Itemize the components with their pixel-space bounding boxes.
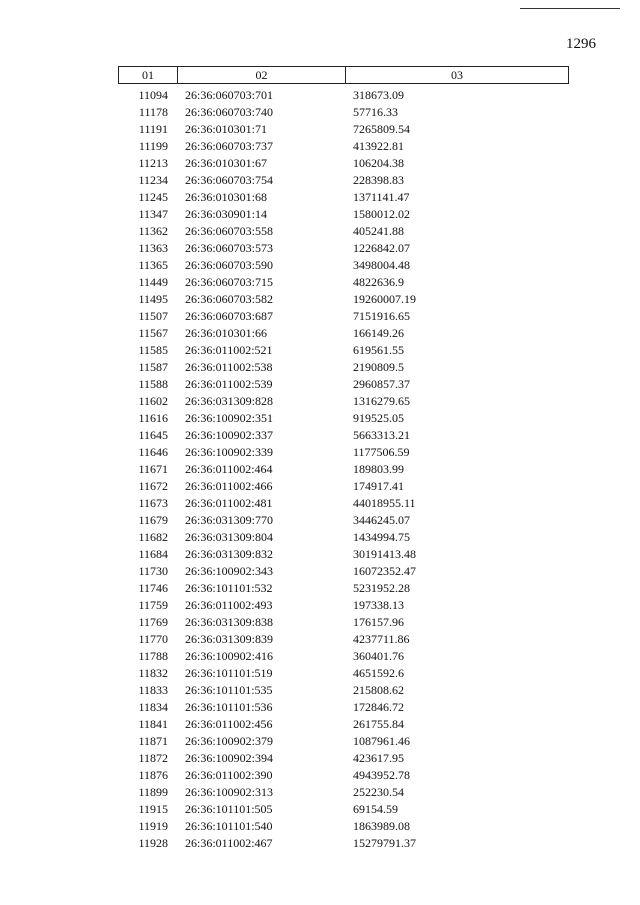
table-header [118,66,569,84]
row-id-cell: 11899 [138,785,168,799]
cadastral-number-cell: 26:36:031309:828 [185,394,274,408]
row-id-cell: 11788 [138,649,168,663]
table-row [118,87,569,104]
row-id-cell: 11495 [138,292,168,306]
value-cell: 7265809.54 [353,122,410,136]
cadastral-number-cell: 26:36:011002:456 [185,717,273,731]
row-id-cell: 11602 [138,394,168,408]
value-cell: 2190809.5 [353,360,404,374]
table-body [118,87,569,852]
cadastral-number-cell: 26:36:030901:14 [185,207,268,221]
table-row [118,121,569,138]
table-row [118,393,569,410]
table-row [118,597,569,614]
value-cell: 1226842.07 [353,241,410,255]
row-id-cell: 11362 [138,224,168,238]
table-row [118,342,569,359]
value-cell: 189803.99 [353,462,404,476]
table-row [118,308,569,325]
row-id-cell: 11871 [138,734,168,748]
row-id-cell: 11588 [138,377,168,391]
cadastral-number-cell: 26:36:031309:838 [185,615,274,629]
row-id-cell: 11759 [138,598,168,612]
row-id-cell: 11191 [138,122,168,136]
row-id-cell: 11365 [138,258,168,272]
value-cell: 405241.88 [353,224,404,238]
value-cell: 360401.76 [353,649,404,663]
cadastral-number-cell: 26:36:060703:582 [185,292,274,306]
row-id-cell: 11841 [138,717,168,731]
cadastral-number-cell: 26:36:031309:804 [185,530,274,544]
value-cell: 15279791.37 [353,836,416,850]
header-col-2: 02 [178,67,346,83]
row-id-cell: 11363 [138,241,168,255]
value-cell: 1580012.02 [353,207,410,221]
table-row [118,665,569,682]
value-cell: 228398.83 [353,173,404,187]
row-id-cell: 11645 [138,428,168,442]
value-cell: 7151916.65 [353,309,410,323]
row-id-cell: 11199 [138,139,168,153]
row-id-cell: 11833 [138,683,168,697]
cadastral-number-cell: 26:36:060703:740 [185,105,274,119]
table-row [118,410,569,427]
cadastral-number-cell: 26:36:101101:540 [185,819,273,833]
cadastral-number-cell: 26:36:011002:466 [185,479,273,493]
row-id-cell: 11919 [138,819,168,833]
cadastral-number-cell: 26:36:010301:71 [185,122,268,136]
row-id-cell: 11587 [138,360,168,374]
value-cell: 252230.54 [353,785,404,799]
value-cell: 172846.72 [353,700,404,714]
value-cell: 1316279.65 [353,394,410,408]
cadastral-number-cell: 26:36:060703:558 [185,224,274,238]
row-id-cell: 11915 [138,802,168,816]
table-row [118,155,569,172]
value-cell: 1087961.46 [353,734,410,748]
cadastral-number-cell: 26:36:101101:505 [185,802,273,816]
cadastral-number-cell: 26:36:101101:519 [185,666,273,680]
value-cell: 44018955.11 [353,496,416,510]
table-row [118,427,569,444]
value-cell: 106204.38 [353,156,404,170]
row-id-cell: 11682 [138,530,168,544]
row-id-cell: 11567 [138,326,168,340]
table-row [118,767,569,784]
cadastral-number-cell: 26:36:100902:416 [185,649,274,663]
table-row [118,750,569,767]
row-id-cell: 11832 [138,666,168,680]
table-row [118,359,569,376]
table-row [118,104,569,121]
value-cell: 5231952.28 [353,581,410,595]
value-cell: 261755.84 [353,717,404,731]
table-row [118,784,569,801]
cadastral-number-cell: 26:36:011002:521 [185,343,273,357]
cadastral-number-cell: 26:36:010301:68 [185,190,268,204]
row-id-cell: 11585 [138,343,168,357]
cadastral-number-cell: 26:36:060703:737 [185,139,274,153]
value-cell: 30191413.48 [353,547,416,561]
table-row [118,376,569,393]
value-cell: 2960857.37 [353,377,410,391]
value-cell: 1434994.75 [353,530,410,544]
cadastral-number-cell: 26:36:011002:467 [185,836,273,850]
table-row [118,529,569,546]
table-row [118,495,569,512]
table-row [118,478,569,495]
table-row [118,444,569,461]
value-cell: 69154.59 [353,802,398,816]
row-id-cell: 11245 [138,190,168,204]
table-row [118,257,569,274]
row-id-cell: 11347 [138,207,168,221]
value-cell: 174917.41 [353,479,404,493]
table-row [118,240,569,257]
cadastral-number-cell: 26:36:101101:535 [185,683,273,697]
value-cell: 197338.13 [353,598,404,612]
cadastral-number-cell: 26:36:011002:539 [185,377,273,391]
table-row [118,546,569,563]
row-id-cell: 11679 [138,513,168,527]
cadastral-number-cell: 26:36:011002:464 [185,462,273,476]
cadastral-number-cell: 26:36:060703:590 [185,258,274,272]
table-row [118,512,569,529]
cadastral-number-cell: 26:36:011002:538 [185,360,273,374]
row-id-cell: 11872 [138,751,168,765]
row-id-cell: 11730 [138,564,168,578]
cadastral-number-cell: 26:36:010301:67 [185,156,268,170]
row-id-cell: 11876 [138,768,168,782]
value-cell: 4943952.78 [353,768,410,782]
value-cell: 5663313.21 [353,428,410,442]
value-cell: 919525.05 [353,411,404,425]
table-row [118,699,569,716]
cadastral-number-cell: 26:36:060703:701 [185,88,274,102]
table-row [118,206,569,223]
value-cell: 3446245.07 [353,513,410,527]
value-cell: 215808.62 [353,683,404,697]
value-cell: 176157.96 [353,615,404,629]
table-row [118,835,569,852]
data-table [118,66,569,852]
row-id-cell: 11094 [138,88,168,102]
value-cell: 1863989.08 [353,819,410,833]
value-cell: 16072352.47 [353,564,416,578]
row-id-cell: 11673 [138,496,168,510]
row-id-cell: 11672 [138,479,168,493]
value-cell: 413922.81 [353,139,404,153]
value-cell: 318673.09 [353,88,404,102]
cadastral-number-cell: 26:36:060703:687 [185,309,274,323]
cadastral-number-cell: 26:36:101101:532 [185,581,273,595]
cadastral-number-cell: 26:36:031309:832 [185,547,274,561]
cadastral-number-cell: 26:36:011002:493 [185,598,273,612]
row-id-cell: 11746 [138,581,168,595]
value-cell: 1177506.59 [353,445,410,459]
row-id-cell: 11684 [138,547,168,561]
cadastral-number-cell: 26:36:100902:351 [185,411,274,425]
row-id-cell: 11178 [138,105,168,119]
row-id-cell: 11834 [138,700,168,714]
cadastral-number-cell: 26:36:101101:536 [185,700,273,714]
cadastral-number-cell: 26:36:100902:394 [185,751,274,765]
header-col-3: 03 [451,68,463,82]
table-row [118,172,569,189]
page-number: 1296 [566,36,596,52]
cadastral-number-cell: 26:36:060703:715 [185,275,274,289]
row-id-cell: 11234 [138,173,168,187]
table-row [118,818,569,835]
value-cell: 4237711.86 [353,632,410,646]
row-id-cell: 11769 [138,615,168,629]
row-id-cell: 11770 [138,632,168,646]
row-id-cell: 11213 [138,156,168,170]
value-cell: 619561.55 [353,343,404,357]
cadastral-number-cell: 26:36:100902:339 [185,445,274,459]
value-cell: 3498004.48 [353,258,410,272]
table-row [118,223,569,240]
table-row [118,291,569,308]
cadastral-number-cell: 26:36:031309:770 [185,513,274,527]
table-row [118,648,569,665]
table-row [118,189,569,206]
table-row [118,580,569,597]
table-row [118,461,569,478]
cadastral-number-cell: 26:36:031309:839 [185,632,274,646]
row-id-cell: 11928 [138,836,168,850]
table-row [118,733,569,750]
value-cell: 19260007.19 [353,292,416,306]
value-cell: 4651592.6 [353,666,404,680]
table-row [118,801,569,818]
header-col-1: 01 [119,67,178,83]
value-cell: 1371141.47 [353,190,410,204]
row-id-cell: 11449 [138,275,168,289]
row-id-cell: 11616 [138,411,168,425]
cadastral-number-cell: 26:36:011002:390 [185,768,273,782]
cadastral-number-cell: 26:36:010301:66 [185,326,268,340]
cadastral-number-cell: 26:36:011002:481 [185,496,273,510]
top-rule [520,8,620,9]
value-cell: 57716.33 [353,105,398,119]
value-cell: 423617.95 [353,751,404,765]
cadastral-number-cell: 26:36:060703:573 [185,241,274,255]
table-row [118,716,569,733]
table-row [118,682,569,699]
cadastral-number-cell: 26:36:100902:379 [185,734,274,748]
value-cell: 166149.26 [353,326,404,340]
cadastral-number-cell: 26:36:100902:343 [185,564,274,578]
value-cell: 4822636.9 [353,275,404,289]
table-row [118,138,569,155]
cadastral-number-cell: 26:36:100902:337 [185,428,274,442]
cadastral-number-cell: 26:36:060703:754 [185,173,274,187]
row-id-cell: 11507 [138,309,168,323]
table-row [118,614,569,631]
table-row [118,274,569,291]
row-id-cell: 11671 [138,462,168,476]
table-row [118,631,569,648]
table-row [118,325,569,342]
cadastral-number-cell: 26:36:100902:313 [185,785,274,799]
row-id-cell: 11646 [138,445,168,459]
table-row [118,563,569,580]
